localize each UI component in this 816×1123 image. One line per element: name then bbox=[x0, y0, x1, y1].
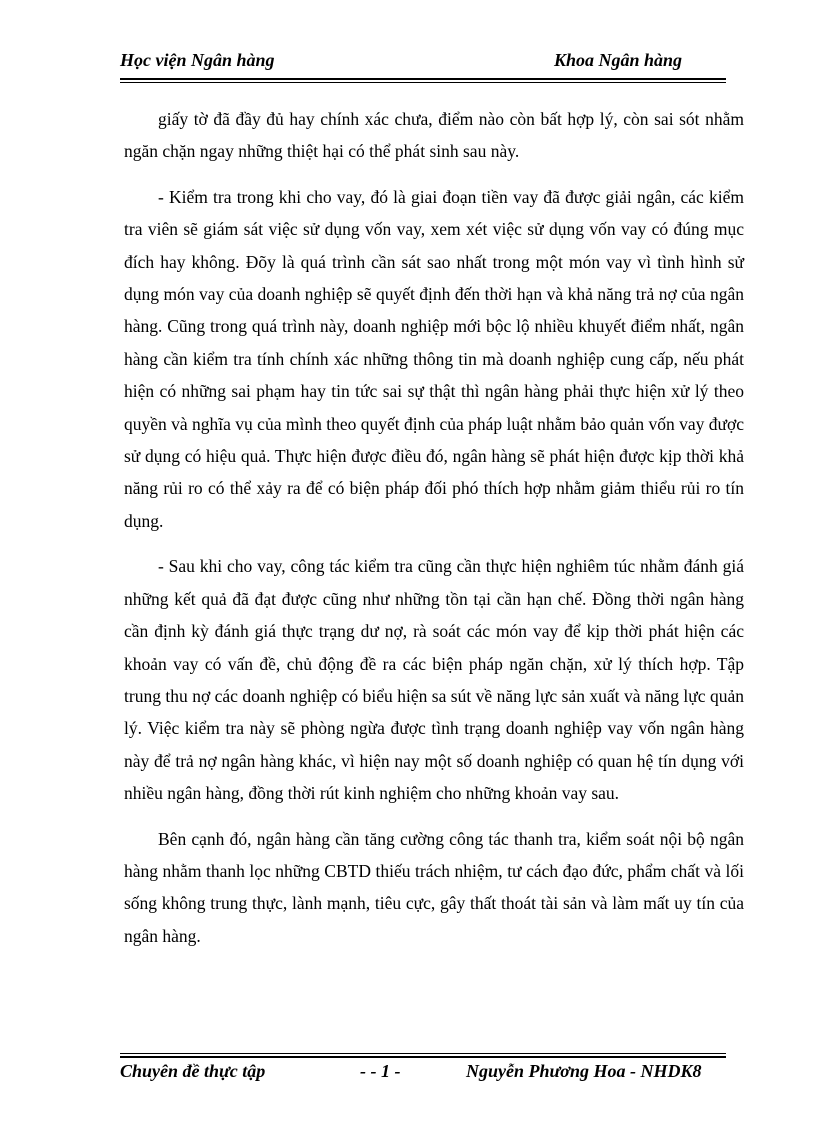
footer-rule-thin bbox=[120, 1053, 726, 1054]
paragraph: - Sau khi cho vay, công tác kiểm tra cũng cần thực hiện nghiêm túc nhằm đánh giá những kết quả đã đạt được cũng như những tồn tại cần hạn chế. Đồng thời ngân hàng cần định kỳ đánh giá thực trạng dư nợ, rà soát các món vay để kịp thời phát hiện các khoản vay có vấn đề, chủ động đề ra các biện pháp ngăn chặn, xử lý thích hợp. Tập trung thu nợ các doanh nghiệp có biểu hiện sa sút về năng lực sản xuất và năng lực quản lý. Việc kiểm tra này sẽ phòng ngừa được tình trạng doanh nghiệp vay vốn ngân hàng này để trả nợ ngân hàng khác, vì hiện nay một số doanh nghiệp có quan hệ tín dụng với nhiều ngân hàng, đồng thời rút kinh nghiệm cho những khoản vay sau. bbox=[124, 556, 744, 804]
body-text bbox=[124, 103, 744, 965]
paragraph: giấy tờ đã đầy đủ hay chính xác chưa, điểm nào còn bất hợp lý, còn sai sót nhằm ngăn chặn ngay những thiệt hại có thể phát sinh sau này. bbox=[124, 109, 744, 162]
header-rule-thin bbox=[120, 82, 726, 83]
page-header bbox=[120, 50, 726, 72]
header-rule-thick bbox=[120, 78, 726, 80]
page-number: - - 1 - bbox=[360, 1061, 401, 1081]
footer-rule-thick bbox=[120, 1056, 726, 1058]
footer-document-type: Chuyên đề thực tập bbox=[120, 1061, 266, 1081]
page-footer bbox=[120, 1061, 726, 1085]
header-faculty: Khoa Ngân hàng bbox=[553, 50, 682, 70]
footer-author: Nguyễn Phương Hoa - NHDK8 bbox=[466, 1061, 702, 1081]
paragraph: Bên cạnh đó, ngân hàng cần tăng cường công tác thanh tra, kiểm soát nội bộ ngân hàng nhằm thanh lọc những CBTD thiếu trách nhiệm, tư cách đạo đức, phẩm chất và lối sống không trung thực, lành mạnh, tiêu cực, gây thất thoát tài sản và làm mất uy tín của ngân hàng. bbox=[124, 828, 744, 946]
paragraph: - Kiểm tra trong khi cho vay, đó là giai đoạn tiền vay đã được giải ngân, các kiểm tra viên sẽ giám sát việc sử dụng vốn vay, xem xét việc sử dụng vốn vay có đúng mục đích hay không. Đõy là quá trình cần sát sao nhất trong một món vay vì tình hình sử dụng món vay của doanh nghiệp sẽ quyết định đến thời hạn và khả năng trả nợ của ngân hàng. Cũng trong quá trình này, doanh nghiệp mới bộc lộ nhiều khuyết điểm nhất, ngân hàng cần kiểm tra tính chính xác những thông tin mà doanh nghiệp cung cấp, nếu phát hiện có những sai phạm hay tin tức sai sự thật thì ngân hàng phải thực hiện xử lý theo quyền và nghĩa vụ của mình theo quyết định của pháp luật nhằm bảo quản vốn vay được sử dụng có hiệu quả. Thực hiện được điều đó, ngân hàng sẽ phát hiện được kịp thời khả năng rủi ro có thể xảy ra để có biện pháp đối phó thích hợp nhằm giảm thiểu rủi ro tín dụng. bbox=[124, 186, 744, 531]
header-institution: Học viện Ngân hàng bbox=[120, 50, 275, 70]
